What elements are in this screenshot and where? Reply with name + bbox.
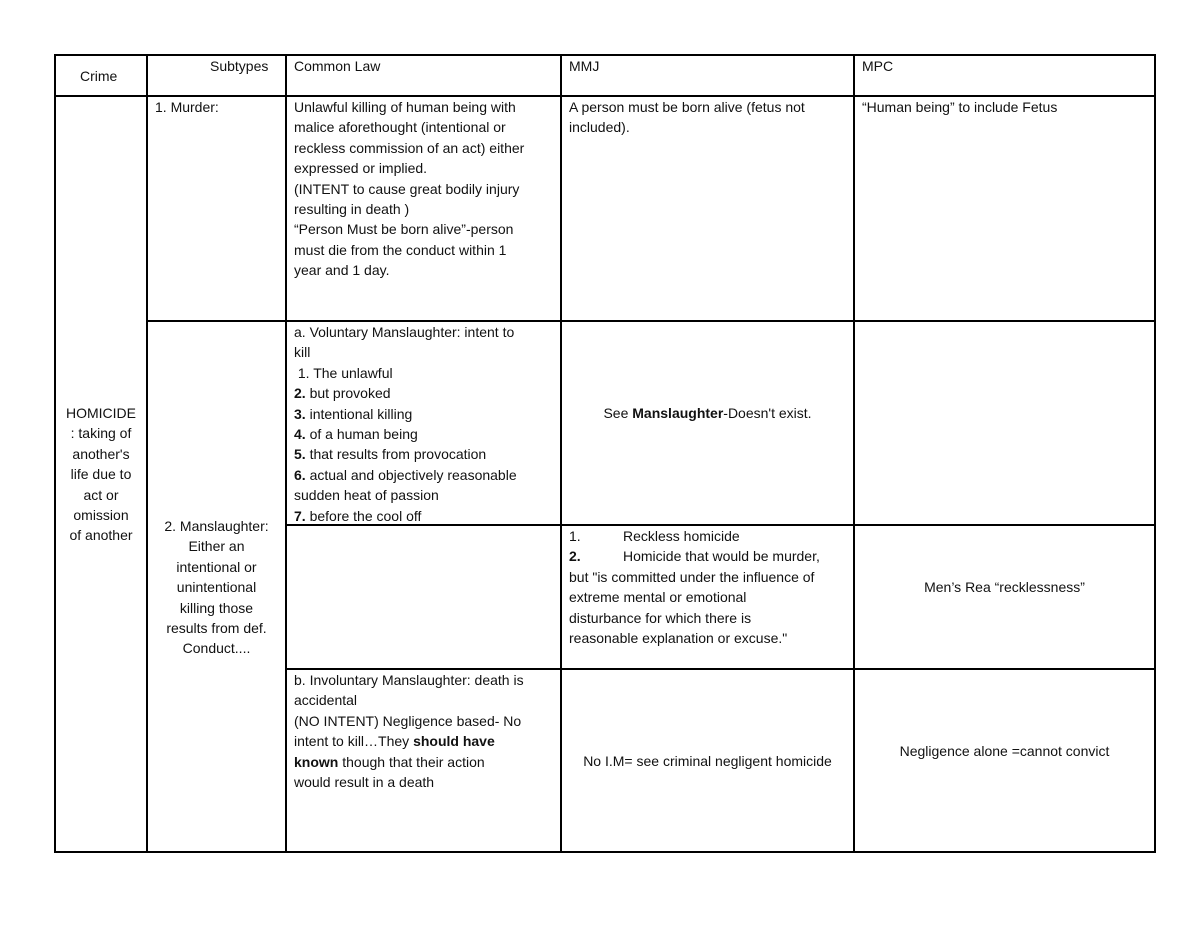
text-line: results from def. [166, 620, 267, 637]
text-line: resulting in death ) [294, 201, 410, 218]
voluntary-mmj [562, 403, 853, 423]
header-crime: Crime [80, 68, 118, 84]
murder-mmj [569, 97, 849, 138]
list-item [569, 526, 851, 546]
crime-line: HOMICIDE [66, 405, 136, 421]
text-line: (NO INTENT) Negligence based- No [294, 712, 522, 729]
reckless-mpc: Men’s Rea “recklessness” [924, 579, 1085, 595]
list-item [294, 506, 556, 526]
header-mmj: MMJ [569, 58, 600, 74]
crime-line: another's [72, 445, 130, 462]
text-line: intentional or [176, 558, 257, 575]
text-line: “Person Must be born alive”-person [294, 221, 514, 238]
text-run: intent to kill…They [294, 733, 414, 750]
list-num: 5. [294, 446, 306, 463]
text-line: Conduct.... [182, 640, 251, 657]
list-item [569, 546, 851, 566]
text-line: disturbance for which there is [569, 609, 752, 626]
list-item [294, 444, 556, 464]
text-line: killing those [179, 599, 254, 616]
text-line: reckless commission of an act) either [294, 139, 525, 156]
list-num: 2. [569, 548, 581, 565]
text-line: reasonable explanation or excuse." [569, 630, 788, 647]
header-mpc: MPC [862, 58, 894, 74]
text-run-bold: Manslaughter [632, 405, 724, 421]
text-line: A person must be born alive (fetus not [569, 99, 805, 115]
header-subtypes: Subtypes [210, 58, 269, 74]
col-divider-4 [853, 54, 855, 853]
text-run: -Doesn't exist. [723, 405, 812, 421]
crime-line: act or [83, 486, 119, 503]
text-run-bold: known [294, 753, 339, 770]
list-item [294, 363, 556, 383]
voluntary-common-law [294, 322, 556, 526]
text-line: Either an [188, 538, 245, 555]
col-divider-2 [285, 54, 287, 853]
murder-subtype: 1. Murder: [155, 99, 219, 115]
text-line: Unlawful killing of human being with [294, 99, 516, 115]
text-line: included). [569, 119, 630, 136]
list-text: sudden heat of passion [294, 487, 439, 504]
list-text: Reckless homicide [623, 528, 740, 544]
reckless-mmj [569, 526, 851, 648]
text-line: malice aforethought (intentional or [294, 119, 506, 136]
list-num: 6. [294, 466, 306, 483]
list-text: intentional killing [309, 405, 413, 422]
text-line: 2. Manslaughter: [164, 518, 269, 534]
murder-mpc: “Human being” to include Fetus [862, 99, 1058, 115]
text-line: b. Involuntary Manslaughter: death is [294, 672, 524, 688]
crime-line: life due to [70, 466, 132, 483]
text-line: (INTENT to cause great bodily injury [294, 180, 520, 197]
text-line: would result in a death [294, 774, 435, 791]
list-num: 1. [569, 528, 581, 544]
text-run: See [603, 405, 633, 421]
col-divider-1 [146, 54, 148, 853]
text-line: must die from the conduct within 1 [294, 241, 507, 258]
text-line: accidental [294, 692, 358, 709]
list-item [294, 424, 556, 444]
list-text: Homicide that would be murder, [623, 548, 820, 565]
col-divider-3 [560, 54, 562, 853]
list-text: The unlawful [313, 364, 393, 381]
text-line: unintentional [176, 579, 257, 596]
text-run-bold: should have [413, 733, 495, 750]
text-line: kill [294, 344, 311, 361]
text-line: expressed or implied. [294, 160, 428, 177]
murder-common-law [294, 97, 556, 281]
list-item [294, 465, 556, 485]
list-text: before the cool off [309, 507, 422, 524]
list-num: 4. [294, 426, 306, 443]
text-line: year and 1 day. [294, 262, 390, 279]
header-common-law: Common Law [294, 58, 381, 74]
list-text: but provoked [309, 385, 391, 402]
list-text: that results from provocation [309, 446, 487, 463]
crime-line: : taking of [70, 425, 132, 442]
list-item [294, 383, 556, 403]
involuntary-mmj: No I.M= see criminal negligent homicide [583, 753, 832, 769]
list-num: 3. [294, 405, 306, 422]
crime-line: omission [73, 507, 129, 524]
text-line [294, 752, 556, 772]
text-line: extreme mental or emotional [569, 589, 747, 606]
table-border-right [1154, 54, 1156, 853]
involuntary-mpc: Negligence alone =cannot convict [899, 743, 1110, 759]
text-run: though that their action [338, 753, 485, 770]
table-border-bottom [54, 851, 1156, 853]
list-item [294, 485, 556, 505]
list-num: 7. [294, 507, 306, 524]
list-item [294, 404, 556, 424]
manslaughter-subtype [148, 516, 285, 659]
text-line: a. Voluntary Manslaughter: intent to [294, 324, 515, 340]
list-text: actual and objectively reasonable [309, 466, 517, 483]
text-line: but "is committed under the influence of [569, 568, 815, 585]
list-num: 1. [297, 364, 310, 381]
list-text: of a human being [309, 426, 418, 443]
crime-homicide-cell [56, 403, 146, 546]
crime-line: of another [69, 527, 133, 544]
text-line [294, 731, 556, 751]
list-num: 2. [294, 385, 306, 402]
involuntary-common-law [294, 670, 556, 792]
